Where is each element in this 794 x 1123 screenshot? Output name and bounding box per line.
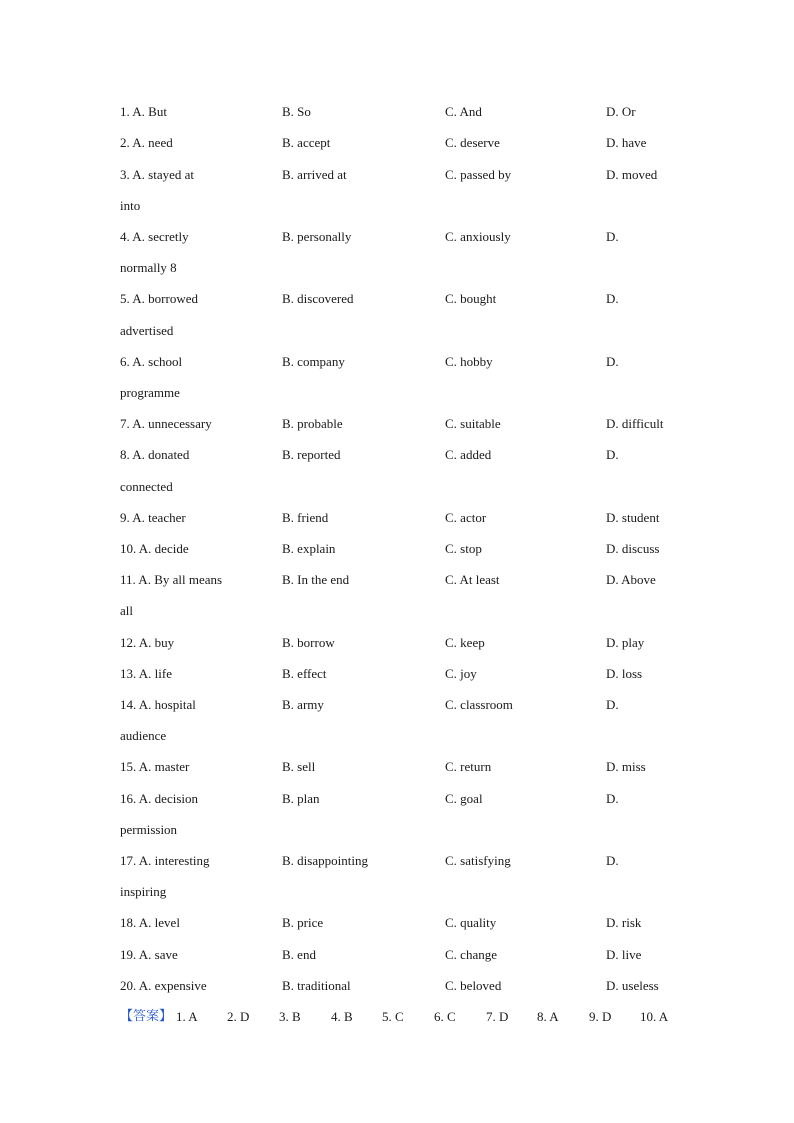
option-c: C. added xyxy=(445,447,492,462)
option-c: C. suitable xyxy=(445,416,501,431)
option-c: C. keep xyxy=(445,635,485,650)
answer-item: 8. A xyxy=(537,1009,559,1024)
option-c: C. classroom xyxy=(445,697,513,712)
option-d-continuation: permission xyxy=(120,822,178,837)
option-c: C. bought xyxy=(445,291,497,306)
option-d: D. student xyxy=(606,510,660,525)
option-b: B. explain xyxy=(282,541,336,556)
option-d: D. xyxy=(606,447,619,462)
option-a: 8. A. donated xyxy=(120,447,190,462)
option-c: C. beloved xyxy=(445,978,502,993)
option-b: B. arrived at xyxy=(282,167,347,182)
option-a: 17. A. interesting xyxy=(120,853,210,868)
option-d: D. xyxy=(606,791,619,806)
option-d: D. loss xyxy=(606,666,643,681)
option-b: B. reported xyxy=(282,447,341,462)
option-a: 19. A. save xyxy=(120,947,178,962)
option-d: D. moved xyxy=(606,167,658,182)
option-d: D. xyxy=(606,697,619,712)
option-d-continuation: inspiring xyxy=(120,884,167,899)
option-c: C. At least xyxy=(445,572,500,587)
option-b: B. effect xyxy=(282,666,327,681)
answer-item: 3. B xyxy=(279,1009,301,1024)
option-b: B. army xyxy=(282,697,324,712)
option-d: D. difficult xyxy=(606,416,664,431)
option-b: B. personally xyxy=(282,229,352,244)
option-b: B. company xyxy=(282,354,345,369)
option-a: 7. A. unnecessary xyxy=(120,416,212,431)
answer-item: 4. B xyxy=(331,1009,353,1024)
option-b: B. accept xyxy=(282,135,331,150)
option-a: 20. A. expensive xyxy=(120,978,207,993)
option-c: C. And xyxy=(445,104,482,119)
option-c: C. return xyxy=(445,759,492,774)
option-c: C. deserve xyxy=(445,135,500,150)
option-d: D. have xyxy=(606,135,647,150)
option-d: D. risk xyxy=(606,915,642,930)
option-a: 4. A. secretly xyxy=(120,229,189,244)
option-a: 16. A. decision xyxy=(120,791,198,806)
option-d-continuation: all xyxy=(120,603,133,618)
answer-label: 【答案】 xyxy=(120,1009,173,1024)
answer-item: 9. D xyxy=(589,1009,612,1024)
option-b: B. plan xyxy=(282,791,320,806)
option-a: 6. A. school xyxy=(120,354,183,369)
option-a: 9. A. teacher xyxy=(120,510,186,525)
option-b: B. traditional xyxy=(282,978,351,993)
option-d-continuation: programme xyxy=(120,385,180,400)
option-a: 2. A. need xyxy=(120,135,173,150)
option-b: B. price xyxy=(282,915,324,930)
option-d-continuation: advertised xyxy=(120,323,174,338)
option-c: C. stop xyxy=(445,541,482,556)
option-d: D. Or xyxy=(606,104,636,119)
option-b: B. friend xyxy=(282,510,329,525)
option-b: B. sell xyxy=(282,759,316,774)
option-c: C. quality xyxy=(445,915,497,930)
option-d: D. xyxy=(606,354,619,369)
option-a: 15. A. master xyxy=(120,759,190,774)
answer-item: 6. C xyxy=(434,1009,456,1024)
option-d: D. play xyxy=(606,635,645,650)
option-d: D. xyxy=(606,229,619,244)
answer-item: 7. D xyxy=(486,1009,509,1024)
option-d: D. xyxy=(606,291,619,306)
answer-item: 1. A xyxy=(176,1009,198,1024)
option-d: D. live xyxy=(606,947,642,962)
option-d-continuation: audience xyxy=(120,728,167,743)
option-a: 13. A. life xyxy=(120,666,172,681)
answer-item: 5. C xyxy=(382,1009,404,1024)
option-a: 12. A. buy xyxy=(120,635,175,650)
option-b: B. borrow xyxy=(282,635,335,650)
option-a: 10. A. decide xyxy=(120,541,189,556)
option-c: C. change xyxy=(445,947,497,962)
option-d-continuation: normally 8 xyxy=(120,260,177,275)
option-d-continuation: connected xyxy=(120,479,173,494)
option-d: D. miss xyxy=(606,759,646,774)
option-a: 5. A. borrowed xyxy=(120,291,198,306)
answer-item: 2. D xyxy=(227,1009,250,1024)
option-c: C. actor xyxy=(445,510,487,525)
option-c: C. joy xyxy=(445,666,477,681)
option-b: B. end xyxy=(282,947,316,962)
option-a: 3. A. stayed at xyxy=(120,167,195,182)
option-a: 18. A. level xyxy=(120,915,180,930)
option-c: C. goal xyxy=(445,791,483,806)
option-b: B. probable xyxy=(282,416,343,431)
option-d: D. discuss xyxy=(606,541,660,556)
option-d: D. useless xyxy=(606,978,659,993)
option-d-continuation: into xyxy=(120,198,141,213)
option-c: C. satisfying xyxy=(445,853,511,868)
option-d: D. Above xyxy=(606,572,656,587)
option-b: B. disappointing xyxy=(282,853,368,868)
option-c: C. anxiously xyxy=(445,229,511,244)
option-a: 1. A. But xyxy=(120,104,167,119)
option-a: 11. A. By all means xyxy=(120,572,223,587)
option-b: B. In the end xyxy=(282,572,350,587)
option-d: D. xyxy=(606,853,619,868)
option-c: C. passed by xyxy=(445,167,512,182)
answer-item: 10. A xyxy=(640,1009,669,1024)
option-a: 14. A. hospital xyxy=(120,697,196,712)
option-c: C. hobby xyxy=(445,354,493,369)
option-b: B. So xyxy=(282,104,311,119)
option-b: B. discovered xyxy=(282,291,354,306)
